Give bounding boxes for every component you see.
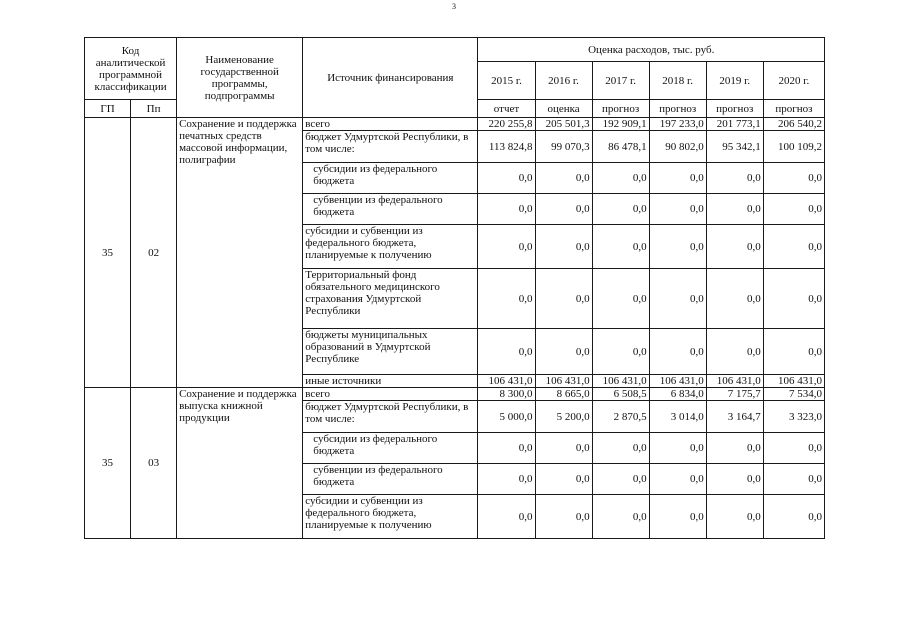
funding-source: бюджет Удмуртской Республики, в том числе: — [303, 401, 478, 433]
amount-cell: 0,0 — [592, 163, 649, 194]
funding-source: иные источники — [303, 375, 478, 388]
code-header: Код аналитической программной классификации — [85, 38, 177, 100]
estimate-header: Оценка расходов, тыс. руб. — [478, 38, 825, 62]
amount-cell: 0,0 — [478, 495, 535, 539]
funding-source: субсидии и субвенции из федерального бюджета, планируемые к получению — [303, 495, 478, 539]
amount-cell: 0,0 — [763, 329, 824, 375]
pp-code: 02 — [131, 118, 177, 388]
amount-cell: 0,0 — [649, 329, 706, 375]
amount-cell: 6 508,5 — [592, 388, 649, 401]
amount-cell: 3 014,0 — [649, 401, 706, 433]
year-header: 2019 г. — [706, 62, 763, 100]
amount-cell: 0,0 — [649, 269, 706, 329]
amount-cell: 113 824,8 — [478, 131, 535, 163]
estimate-kind-header: прогноз — [763, 100, 824, 118]
amount-cell: 0,0 — [535, 464, 592, 495]
amount-cell: 0,0 — [478, 163, 535, 194]
amount-cell: 0,0 — [706, 329, 763, 375]
funding-source: субсидии из федерального бюджета — [303, 163, 478, 194]
amount-cell: 106 431,0 — [763, 375, 824, 388]
funding-source: всего — [303, 388, 478, 401]
amount-cell: 0,0 — [763, 464, 824, 495]
amount-cell: 95 342,1 — [706, 131, 763, 163]
amount-cell: 0,0 — [535, 225, 592, 269]
amount-cell: 106 431,0 — [592, 375, 649, 388]
year-header: 2018 г. — [649, 62, 706, 100]
amount-cell: 0,0 — [478, 464, 535, 495]
estimate-kind-header: прогноз — [649, 100, 706, 118]
year-header: 2015 г. — [478, 62, 535, 100]
estimate-kind-header: прогноз — [592, 100, 649, 118]
amount-cell: 0,0 — [763, 194, 824, 225]
amount-cell: 0,0 — [649, 225, 706, 269]
year-header: 2016 г. — [535, 62, 592, 100]
expenditure-table — [84, 37, 825, 539]
amount-cell: 0,0 — [649, 194, 706, 225]
amount-cell: 0,0 — [478, 225, 535, 269]
amount-cell: 205 501,3 — [535, 118, 592, 131]
amount-cell: 0,0 — [706, 225, 763, 269]
amount-cell: 0,0 — [592, 433, 649, 464]
amount-cell: 0,0 — [478, 433, 535, 464]
funding-source: Территориальный фонд обязательного медицинского страхования Удмуртской Республики — [303, 269, 478, 329]
funding-source: бюджет Удмуртской Республики, в том числе: — [303, 131, 478, 163]
amount-cell: 0,0 — [649, 495, 706, 539]
amount-cell: 5 200,0 — [535, 401, 592, 433]
amount-cell: 0,0 — [706, 269, 763, 329]
amount-cell: 0,0 — [706, 495, 763, 539]
amount-cell: 0,0 — [478, 269, 535, 329]
amount-cell: 0,0 — [706, 194, 763, 225]
amount-cell: 0,0 — [592, 225, 649, 269]
estimate-kind-header: оценка — [535, 100, 592, 118]
amount-cell: 0,0 — [649, 464, 706, 495]
amount-cell: 8 300,0 — [478, 388, 535, 401]
funding-source: субсидии и субвенции из федерального бюджета, планируемые к получению — [303, 225, 478, 269]
page-number: 3 — [452, 2, 456, 11]
amount-cell: 5 000,0 — [478, 401, 535, 433]
amount-cell: 0,0 — [763, 495, 824, 539]
funding-source: субвенции из федерального бюджета — [303, 464, 478, 495]
amount-cell: 3 164,7 — [706, 401, 763, 433]
amount-cell: 0,0 — [535, 329, 592, 375]
pp-header: Пп — [131, 100, 177, 118]
funding-source: субвенции из федерального бюджета — [303, 194, 478, 225]
amount-cell: 201 773,1 — [706, 118, 763, 131]
amount-cell: 0,0 — [763, 433, 824, 464]
amount-cell: 0,0 — [478, 329, 535, 375]
amount-cell: 106 431,0 — [535, 375, 592, 388]
amount-cell: 106 431,0 — [649, 375, 706, 388]
funding-source: всего — [303, 118, 478, 131]
amount-cell: 106 431,0 — [478, 375, 535, 388]
amount-cell: 0,0 — [592, 269, 649, 329]
amount-cell: 0,0 — [535, 495, 592, 539]
amount-cell: 192 909,1 — [592, 118, 649, 131]
amount-cell: 0,0 — [592, 329, 649, 375]
subprogram-name: Сохранение и поддержка выпуска книжной продукции — [177, 388, 303, 539]
program-name-header: Наименование государственной программы, подпрограммы — [177, 38, 303, 118]
amount-cell: 8 665,0 — [535, 388, 592, 401]
table-row — [85, 118, 825, 131]
amount-cell: 2 870,5 — [592, 401, 649, 433]
amount-cell: 3 323,0 — [763, 401, 824, 433]
amount-cell: 0,0 — [649, 433, 706, 464]
amount-cell: 6 834,0 — [649, 388, 706, 401]
gp-code: 35 — [85, 118, 131, 388]
amount-cell: 0,0 — [592, 194, 649, 225]
amount-cell: 0,0 — [592, 495, 649, 539]
year-header: 2017 г. — [592, 62, 649, 100]
amount-cell: 0,0 — [706, 433, 763, 464]
amount-cell: 7 534,0 — [763, 388, 824, 401]
amount-cell: 0,0 — [649, 163, 706, 194]
amount-cell: 100 109,2 — [763, 131, 824, 163]
amount-cell: 0,0 — [535, 433, 592, 464]
amount-cell: 0,0 — [763, 163, 824, 194]
amount-cell: 0,0 — [763, 225, 824, 269]
amount-cell: 0,0 — [535, 269, 592, 329]
amount-cell: 0,0 — [763, 269, 824, 329]
gp-code: 35 — [85, 388, 131, 539]
amount-cell: 0,0 — [535, 163, 592, 194]
amount-cell: 220 255,8 — [478, 118, 535, 131]
amount-cell: 86 478,1 — [592, 131, 649, 163]
estimate-kind-header: отчет — [478, 100, 535, 118]
amount-cell: 7 175,7 — [706, 388, 763, 401]
amount-cell: 0,0 — [535, 194, 592, 225]
source-header: Источник финансирования — [303, 38, 478, 118]
amount-cell: 0,0 — [478, 194, 535, 225]
pp-code: 03 — [131, 388, 177, 539]
amount-cell: 99 070,3 — [535, 131, 592, 163]
funding-source: бюджеты муниципальных образований в Удмуртской Республике — [303, 329, 478, 375]
amount-cell: 90 802,0 — [649, 131, 706, 163]
amount-cell: 0,0 — [592, 464, 649, 495]
amount-cell: 0,0 — [706, 163, 763, 194]
funding-source: субсидии из федерального бюджета — [303, 433, 478, 464]
amount-cell: 0,0 — [706, 464, 763, 495]
estimate-kind-header: прогноз — [706, 100, 763, 118]
amount-cell: 197 233,0 — [649, 118, 706, 131]
gp-header: ГП — [85, 100, 131, 118]
amount-cell: 206 540,2 — [763, 118, 824, 131]
subprogram-name: Сохранение и поддержка печатных средств массовой информации, полиграфии — [177, 118, 303, 388]
amount-cell: 106 431,0 — [706, 375, 763, 388]
year-header: 2020 г. — [763, 62, 824, 100]
table-row — [85, 388, 825, 401]
